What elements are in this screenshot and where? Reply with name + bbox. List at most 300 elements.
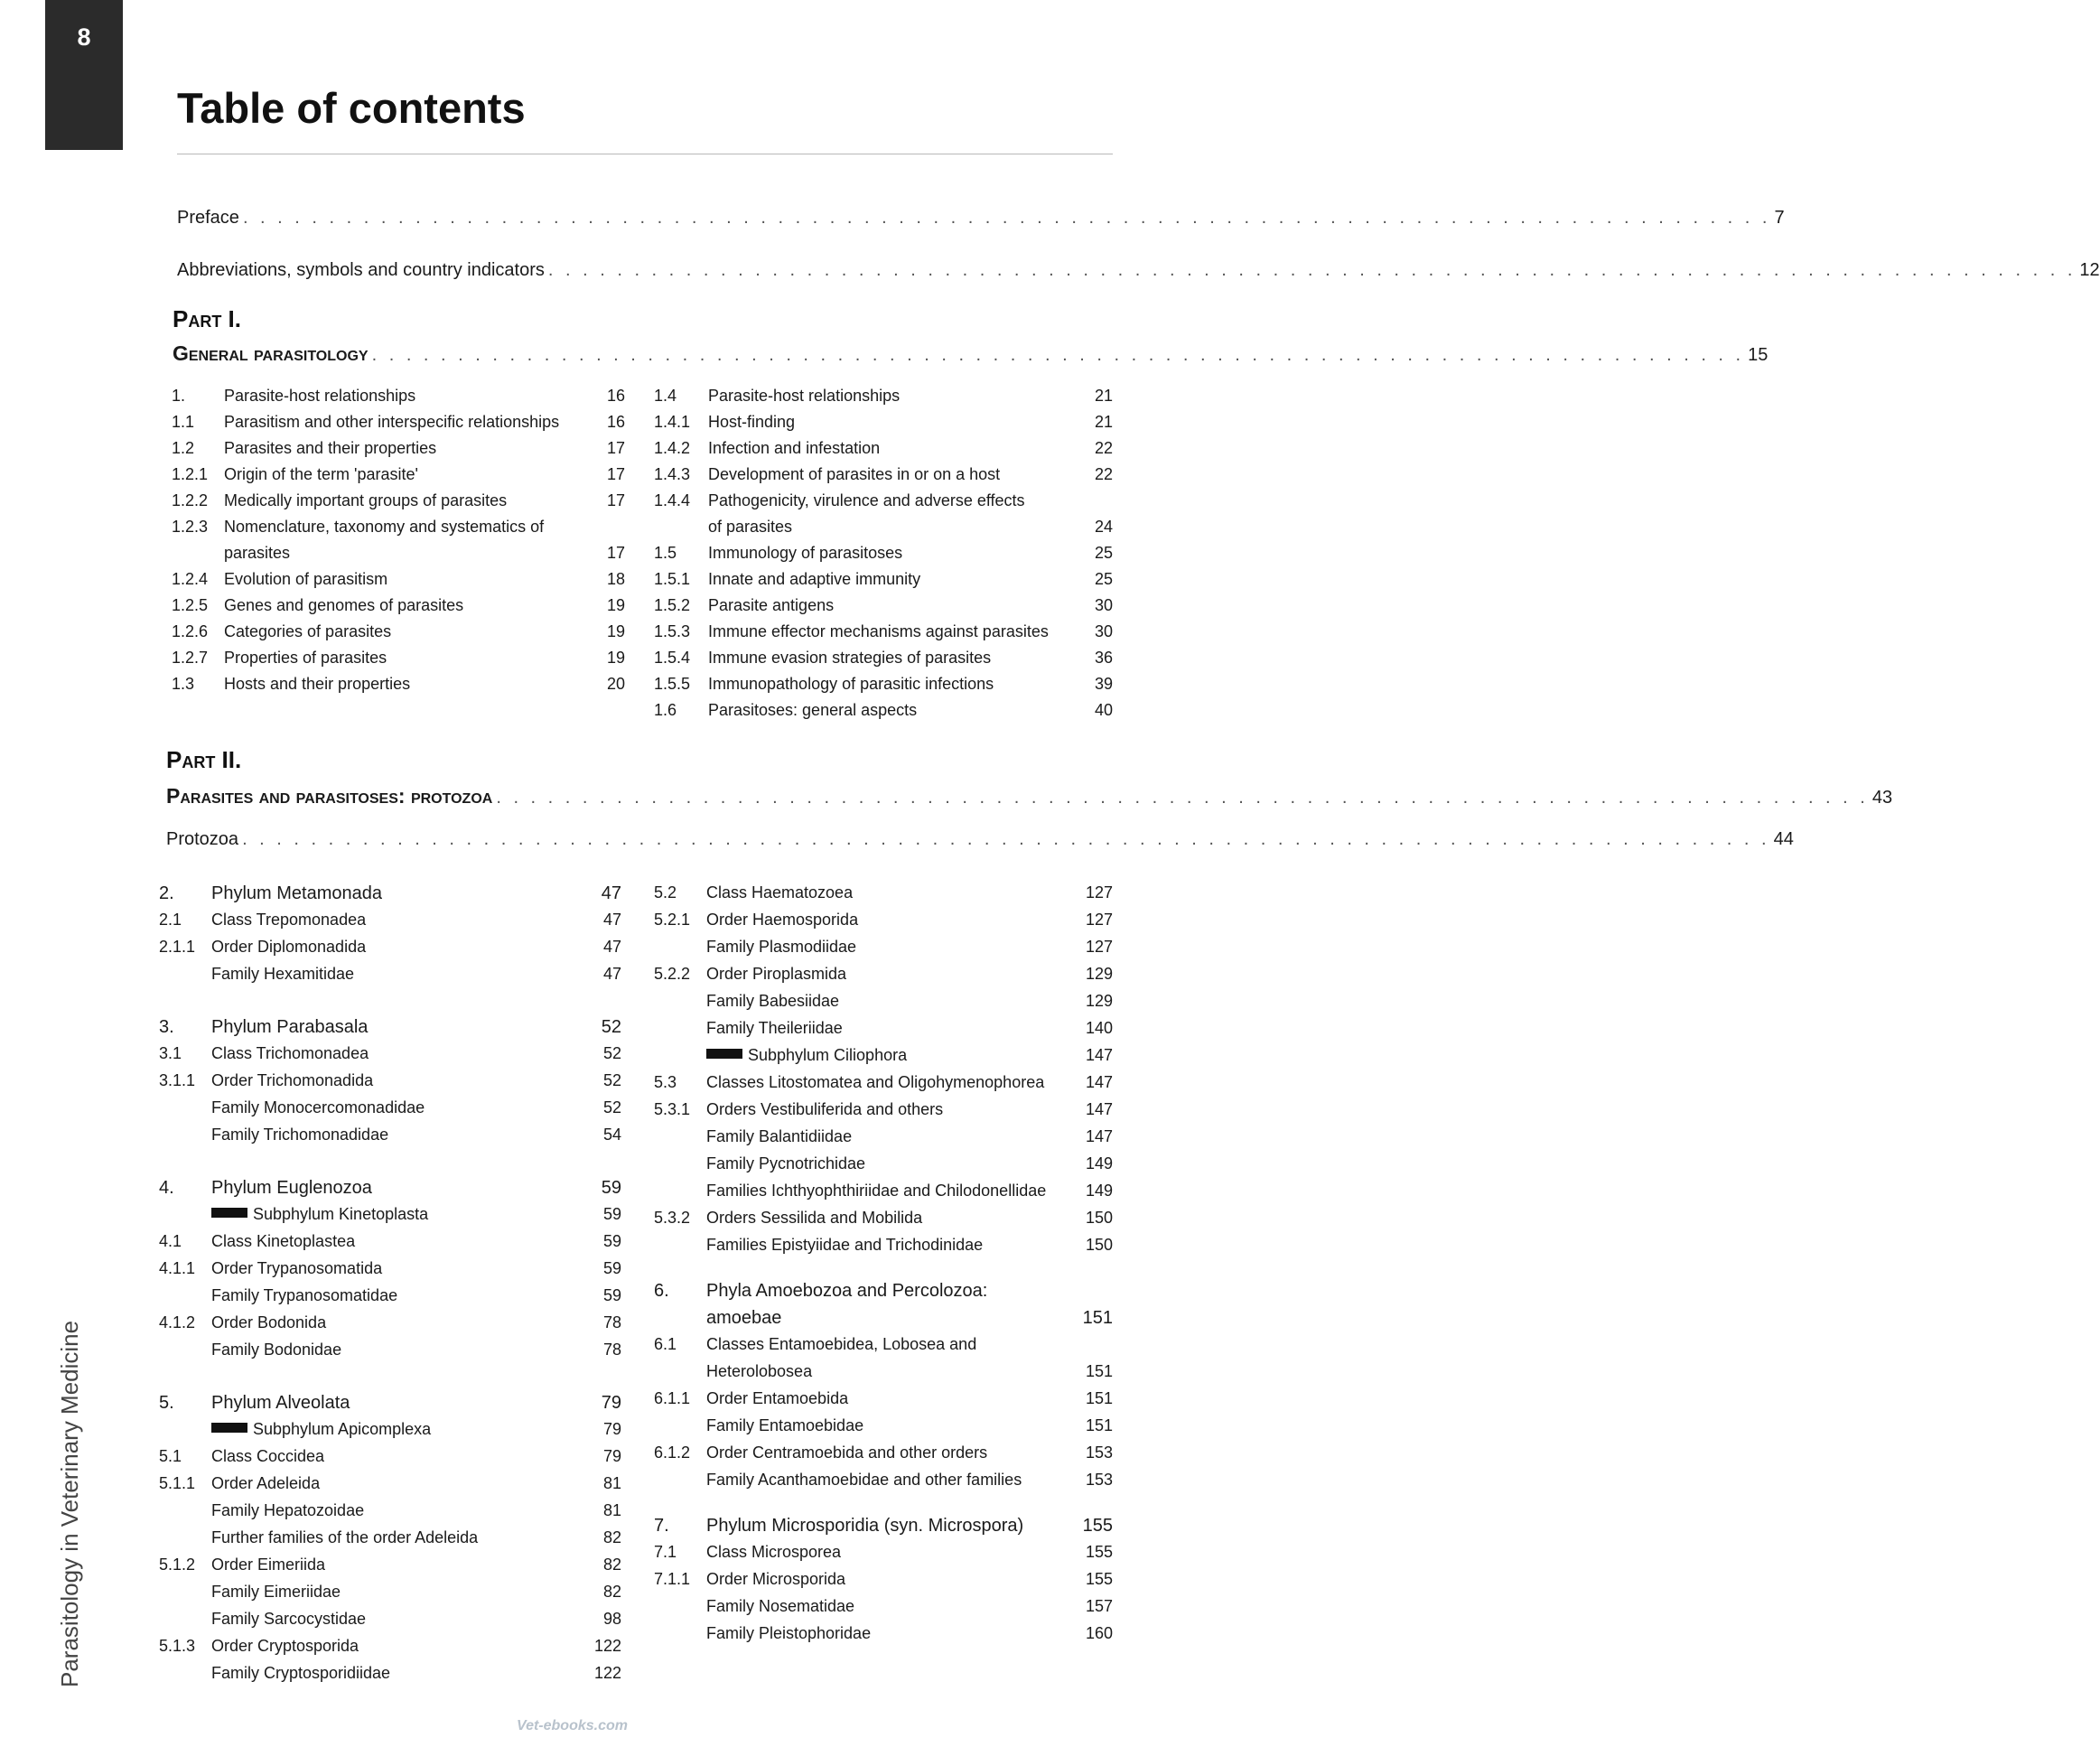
toc-entry-number: 6.1.2	[654, 1443, 691, 1462]
toc-entry-page: 157	[1085, 1597, 1113, 1615]
toc-entry-label: Class Microsporea	[706, 1543, 842, 1561]
toc-entry-number: 3.1.1	[159, 1071, 196, 1089]
toc-entry[interactable]	[172, 570, 625, 596]
toc-entry-page: 17	[606, 491, 625, 509]
toc-entry-page: 59	[601, 1178, 621, 1198]
leader-dots: . . . . . . . . . . . . . . . . . . . . . . . . . . . . . . . . . . . . . . . . . . . . . . . . . . . . . . . . . . . . . . . . . . . . . . . . . . . . . . . . . . . . . . . . .	[242, 829, 1770, 849]
toc-entry[interactable]	[172, 596, 625, 622]
toc-entry-page: 47	[602, 911, 621, 929]
toc-entry-page: 47	[601, 883, 621, 903]
toc-entry-preface[interactable]	[177, 208, 1785, 229]
toc-entry-protozoa[interactable]	[166, 829, 1794, 850]
toc-entry[interactable]	[654, 1209, 1113, 1235]
toc-entry-page: 129	[1085, 992, 1113, 1010]
toc-entry-number: 1.5.5	[654, 675, 691, 693]
toc-entry-label: Order Piroplasmida	[706, 965, 847, 983]
toc-entry[interactable]	[654, 911, 1113, 937]
toc-entry-page: 25	[1094, 544, 1113, 562]
toc-entry-page: 127	[1085, 911, 1113, 929]
toc-entry[interactable]	[172, 413, 625, 439]
toc-entry-number: 1.5	[654, 544, 677, 562]
toc-entry[interactable]	[654, 1019, 1113, 1045]
toc-entry-page: 21	[1094, 413, 1113, 431]
toc-entry[interactable]	[654, 1154, 1113, 1181]
toc-entry-page: 17	[606, 465, 625, 483]
toc-entry[interactable]	[654, 1100, 1113, 1126]
toc-entry-page: 79	[602, 1420, 621, 1438]
toc-entry-label: Order Eimeriida	[211, 1555, 326, 1574]
toc-entry-label: Family Pleistophoridae	[706, 1624, 872, 1642]
toc-entry-page: 150	[1085, 1236, 1113, 1254]
toc-entry-label: Phylum Parabasala	[211, 1017, 369, 1037]
toc-entry-label: Class Trichomonadea	[211, 1044, 369, 1062]
toc-entry-label: Categories of parasites	[224, 622, 392, 640]
toc-entry[interactable]	[654, 701, 1113, 727]
toc-entry-label: Class Coccidea	[211, 1447, 325, 1465]
toc-entry[interactable]	[654, 1182, 1113, 1208]
toc-entry-label: Parasite-host relationships	[224, 387, 416, 405]
toc-entry-label: Family Hepatozoidae	[211, 1501, 365, 1519]
toc-entry-page: 7	[1774, 208, 1785, 228]
toc-entry-label: Family Sarcocystidae	[211, 1610, 367, 1628]
toc-entry-label: Phylum Alveolata	[211, 1393, 350, 1413]
toc-entry-number: 5.1.3	[159, 1637, 196, 1655]
leader-dots: . . . . . . . . . . . . . . . . . . . . . . . . . . . . . . . . . . . . . . . . . . . . . . . . . . . . . . . . . . . . . . . . . . . . . . . . . . . . . . . . . . . . . . . . .	[547, 260, 2077, 280]
toc-entry-label: Family Theileriidae	[706, 1019, 843, 1037]
toc-entry[interactable]	[654, 491, 1113, 518]
toc-entry-page: 54	[602, 1126, 621, 1144]
toc-entry-page: 21	[1094, 387, 1113, 405]
toc-entry-part-2[interactable]	[166, 784, 1893, 808]
toc-entry-label: Order Haemosporida	[706, 911, 859, 929]
toc-entry[interactable]	[159, 1474, 621, 1500]
toc-entry-page: 22	[1094, 465, 1113, 483]
toc-entry-label: Abbreviations, symbols and country indicators	[177, 260, 545, 280]
toc-entry-page: 16	[606, 413, 625, 431]
toc-entry-label: Subphylum Kinetoplasta	[253, 1205, 429, 1223]
toc-entry[interactable]	[159, 1071, 621, 1098]
toc-entry[interactable]	[159, 911, 621, 937]
toc-entry-label: Host-finding	[708, 413, 796, 431]
toc-entry[interactable]	[172, 465, 625, 491]
part-1-label: Part I.	[173, 305, 242, 332]
toc-entry-page: 79	[602, 1447, 621, 1465]
toc-entry[interactable]	[654, 1543, 1113, 1569]
toc-entry-page: 22	[1094, 439, 1113, 457]
toc-entry-page: 18	[606, 570, 625, 588]
toc-entry-page: 36	[1094, 649, 1113, 667]
page-title: Table of contents	[177, 84, 526, 132]
subphylum-marker-bar	[706, 1049, 742, 1059]
toc-entry-number: 5.1.1	[159, 1474, 196, 1492]
toc-entry[interactable]	[654, 1236, 1113, 1262]
toc-entry[interactable]	[654, 570, 1113, 596]
toc-entry-number: 1.4.3	[654, 465, 691, 483]
toc-entry-label: Classes Litostomatea and Oligohymenophorea	[706, 1073, 1045, 1091]
toc-entry-number: 6.1	[654, 1335, 677, 1353]
toc-entry[interactable]	[172, 544, 625, 570]
toc-entry[interactable]	[159, 1178, 621, 1204]
toc-entry-number: 1.2.4	[172, 570, 209, 588]
toc-entry[interactable]	[654, 1624, 1113, 1650]
toc-entry-page: 59	[602, 1232, 621, 1250]
toc-entry-label: parasites	[224, 544, 291, 562]
toc-entry[interactable]	[654, 1443, 1113, 1470]
toc-entry[interactable]	[159, 1232, 621, 1258]
toc-entry-label: Parasite-host relationships	[708, 387, 901, 405]
toc-entry[interactable]	[654, 622, 1113, 649]
toc-entry-label: Family Balantidiidae	[706, 1127, 853, 1145]
toc-entry-page: 147	[1085, 1127, 1113, 1145]
toc-entry-page: 19	[606, 649, 625, 667]
toc-entry[interactable]	[159, 1286, 621, 1313]
toc-entry[interactable]	[654, 1127, 1113, 1154]
toc-entry-label: Family Acanthamoebidae and other families	[706, 1471, 1022, 1489]
toc-entry-label: Family Cryptosporidiidae	[211, 1664, 391, 1682]
toc-entry-number: 4.	[159, 1178, 174, 1198]
toc-entry-label: Further families of the order Adeleida	[211, 1528, 479, 1546]
toc-entry-label: Family Trypanosomatidae	[211, 1286, 398, 1304]
toc-entry-label: Order Bodonida	[211, 1313, 327, 1331]
toc-entry-number: 2.	[159, 883, 174, 903]
leader-dots: . . . . . . . . . . . . . . . . . . . . . . . . . . . . . . . . . . . . . . . . . . . . . . . . . . . . . . . . . . . . . . . . . . . . . . . . . . . . . . . .	[371, 345, 1745, 365]
toc-entry-abbreviations[interactable]	[177, 260, 2100, 281]
toc-entry-page: 16	[606, 387, 625, 405]
toc-entry-page: 30	[1094, 622, 1113, 640]
toc-entry-number: 1.2.7	[172, 649, 209, 667]
toc-entry-page: 25	[1094, 570, 1113, 588]
toc-entry-number: 1.2.1	[172, 465, 209, 483]
toc-entry-part-1[interactable]	[173, 341, 1769, 366]
toc-entry-label: Family Hexamitidae	[211, 965, 355, 983]
toc-entry-label: Parasitism and other interspecific relationships	[224, 413, 560, 431]
toc-entry-label: Heterolobosea	[706, 1362, 813, 1380]
toc-entry-page: 59	[602, 1259, 621, 1277]
toc-entry[interactable]	[654, 596, 1113, 622]
toc-entry-label: Genes and genomes of parasites	[224, 596, 464, 614]
toc-entry-label: Phyla Amoebozoa and Percolozoa:	[706, 1281, 988, 1301]
toc-entry-page: 153	[1085, 1443, 1113, 1462]
toc-entry-number: 5.2	[654, 883, 677, 902]
toc-entry-page: 147	[1085, 1100, 1113, 1118]
toc-entry-label: Phylum Euglenozoa	[211, 1178, 372, 1198]
toc-entry[interactable]	[159, 1205, 621, 1231]
toc-entry-page: 155	[1082, 1516, 1113, 1536]
toc-entry-label: Family Bodonidae	[211, 1341, 342, 1359]
toc-entry-page: 52	[602, 1071, 621, 1089]
toc-entry-number: 2.1.1	[159, 938, 196, 956]
toc-entry[interactable]	[654, 1389, 1113, 1415]
toc-entry-label: Nomenclature, taxonomy and systematics of	[224, 518, 545, 536]
toc-entry[interactable]	[159, 1044, 621, 1070]
toc-entry[interactable]	[654, 1281, 1113, 1307]
toc-entry[interactable]	[654, 938, 1113, 964]
toc-entry-label: Order Entamoebida	[706, 1389, 849, 1407]
toc-entry-page: 78	[602, 1341, 621, 1359]
toc-entry-page: 39	[1094, 675, 1113, 693]
toc-entry[interactable]	[159, 1259, 621, 1285]
toc-entry-page: 47	[602, 938, 621, 956]
toc-entry-label: Immune effector mechanisms against parasites	[708, 622, 1049, 640]
toc-entry-label: Order Microsporida	[706, 1570, 846, 1588]
toc-entry-number: 3.	[159, 1017, 174, 1037]
subphylum-marker-bar	[211, 1208, 247, 1218]
toc-entry-page: 150	[1085, 1209, 1113, 1227]
toc-entry[interactable]	[159, 1664, 621, 1690]
toc-entry[interactable]	[654, 387, 1113, 413]
toc-entry-number: 1.4.1	[654, 413, 691, 431]
toc-entry-label: Development of parasites in or on a host	[708, 465, 1001, 483]
toc-entry-label: Pathogenicity, virulence and adverse effects	[708, 491, 1025, 509]
toc-entry[interactable]	[654, 1516, 1113, 1542]
toc-entry-page: 155	[1085, 1543, 1113, 1561]
toc-entry-page: 149	[1085, 1182, 1113, 1200]
toc-entry-label: Families Epistyiidae and Trichodinidae	[706, 1236, 984, 1254]
toc-entry-page: 81	[602, 1501, 621, 1519]
toc-entry[interactable]	[159, 1637, 621, 1663]
toc-entry-label: Protozoa	[166, 829, 239, 849]
toc-entry-number: 1.2.3	[172, 518, 209, 536]
toc-entry-label: Class Trepomonadea	[211, 911, 367, 929]
toc-entry-page: 19	[606, 622, 625, 640]
part-1-title: General parasitology	[173, 341, 369, 365]
toc-entry-page: 52	[602, 1098, 621, 1116]
toc-entry[interactable]	[654, 1471, 1113, 1497]
book-side-title: Parasitology in Veterinary Medicine	[56, 1320, 83, 1687]
toc-entry-page: 147	[1085, 1073, 1113, 1091]
toc-entry-number: 7.1	[654, 1543, 677, 1561]
toc-entry-page: 24	[1094, 518, 1113, 536]
toc-entry[interactable]	[159, 1528, 621, 1555]
toc-entry-page: 78	[602, 1313, 621, 1331]
toc-entry-label: Class Kinetoplastea	[211, 1232, 356, 1250]
toc-entry-label: Families Ichthyophthiriidae and Chilodonellidae	[706, 1182, 1047, 1200]
toc-entry-page: 79	[601, 1393, 621, 1413]
toc-entry-number: 4.1	[159, 1232, 182, 1250]
toc-entry-page: 127	[1085, 883, 1113, 902]
toc-entry-label: Family Eimeriidae	[211, 1583, 341, 1601]
toc-entry[interactable]	[172, 387, 625, 413]
toc-entry-number: 7.1.1	[654, 1570, 691, 1588]
toc-entry[interactable]	[654, 1046, 1113, 1072]
toc-entry[interactable]	[654, 1308, 1113, 1334]
toc-entry-page: 129	[1085, 965, 1113, 983]
toc-entry-page: 40	[1094, 701, 1113, 719]
toc-entry-label: amoebae	[706, 1308, 782, 1328]
toc-entry-number: 5.1.2	[159, 1555, 196, 1574]
toc-entry-label: Properties of parasites	[224, 649, 387, 667]
toc-entry-page: 98	[602, 1610, 621, 1628]
toc-entry[interactable]	[159, 1610, 621, 1636]
toc-entry[interactable]	[159, 1420, 621, 1446]
toc-entry[interactable]	[654, 965, 1113, 991]
toc-entry-label: Evolution of parasitism	[224, 570, 388, 588]
toc-entry[interactable]	[172, 439, 625, 465]
toc-entry-page: 81	[602, 1474, 621, 1492]
toc-entry-label: Order Adeleida	[211, 1474, 321, 1492]
toc-entry[interactable]	[654, 1362, 1113, 1388]
page-number-tab	[45, 0, 123, 150]
toc-entry-number: 1.	[172, 387, 186, 405]
toc-entry-page: 82	[602, 1555, 621, 1574]
toc-entry-number: 6.	[654, 1281, 669, 1301]
toc-entry-label: Preface	[177, 208, 239, 228]
toc-entry[interactable]	[654, 1570, 1113, 1596]
toc-entry-label: Origin of the term 'parasite'	[224, 465, 418, 483]
toc-entry[interactable]	[172, 491, 625, 518]
toc-entry[interactable]	[172, 518, 625, 544]
toc-entry-label: Family Entamoebidae	[706, 1416, 864, 1434]
toc-entry-label: Immunology of parasitoses	[708, 544, 903, 562]
toc-entry-page: 151	[1082, 1308, 1113, 1328]
toc-entry-label: Order Cryptosporida	[211, 1637, 359, 1655]
toc-entry-label: Class Haematozoea	[706, 883, 854, 902]
toc-entry-page: 52	[602, 1044, 621, 1062]
toc-entry-number: 1.2.6	[172, 622, 209, 640]
toc-entry-label: Family Plasmodiidae	[706, 938, 857, 956]
toc-entry-number: 1.2.5	[172, 596, 209, 614]
toc-entry[interactable]	[654, 883, 1113, 910]
toc-entry[interactable]	[159, 1583, 621, 1609]
toc-entry-label: Order Diplomonadida	[211, 938, 367, 956]
toc-entry-label: Subphylum Ciliophora	[748, 1046, 908, 1064]
toc-entry-label: Order Centramoebida and other orders	[706, 1443, 988, 1462]
toc-entry[interactable]	[654, 675, 1113, 701]
page-number: 8	[77, 23, 91, 51]
toc-entry[interactable]	[159, 1501, 621, 1527]
toc-entry-label: Medically important groups of parasites	[224, 491, 508, 509]
toc-entry-label: Phylum Microsporidia (syn. Microspora)	[706, 1516, 1024, 1536]
toc-entry-page: 30	[1094, 596, 1113, 614]
toc-entry-label: Family Babesiidae	[706, 992, 840, 1010]
toc-entry-number: 1.5.2	[654, 596, 691, 614]
toc-entry-page: 59	[602, 1205, 621, 1223]
toc-entry-label: Family Nosematidae	[706, 1597, 855, 1615]
leader-dots: . . . . . . . . . . . . . . . . . . . . . . . . . . . . . . . . . . . . . . . . . . . . . . . . . . . . . . . . . . . . . . . . . . . . . . . . . . . . . . . . . . . . . . . . .	[242, 208, 1771, 228]
toc-entry-page: 47	[602, 965, 621, 983]
toc-entry-number: 5.3	[654, 1073, 677, 1091]
toc-entry[interactable]	[159, 1447, 621, 1473]
toc-entry-number: 1.4	[654, 387, 677, 405]
toc-entry-label: Family Pycnotrichidae	[706, 1154, 866, 1172]
toc-entry[interactable]	[159, 1017, 621, 1043]
toc-entry-label: Order Trichomonadida	[211, 1071, 374, 1089]
toc-entry-number: 2.1	[159, 911, 182, 929]
toc-entry-page: 122	[593, 1637, 621, 1655]
toc-entry[interactable]	[654, 1416, 1113, 1443]
toc-entry-number: 5.2.1	[654, 911, 691, 929]
toc-entry-label: Innate and adaptive immunity	[708, 570, 921, 588]
toc-entry[interactable]	[654, 1073, 1113, 1099]
toc-entry-number: 3.1	[159, 1044, 182, 1062]
toc-entry-label: Classes Entamoebidea, Lobosea and	[706, 1335, 977, 1353]
toc-entry-number: 1.2	[172, 439, 195, 457]
toc-entry-page: 149	[1085, 1154, 1113, 1172]
toc-entry-number: 4.1.1	[159, 1259, 196, 1277]
toc-entry[interactable]	[172, 622, 625, 649]
toc-entry-number: 5.3.2	[654, 1209, 691, 1227]
toc-entry-page: 19	[606, 596, 625, 614]
toc-entry-label: Parasite antigens	[708, 596, 835, 614]
toc-entry[interactable]	[159, 1555, 621, 1582]
toc-entry[interactable]	[172, 649, 625, 675]
toc-entry-page: 17	[606, 544, 625, 562]
toc-entry-number: 1.1	[172, 413, 195, 431]
toc-entry[interactable]	[654, 992, 1113, 1018]
toc-entry[interactable]	[654, 465, 1113, 491]
toc-entry-page: 52	[601, 1017, 621, 1037]
toc-entry[interactable]	[654, 1597, 1113, 1623]
toc-entry[interactable]	[654, 439, 1113, 465]
toc-entry-page: 17	[606, 439, 625, 457]
toc-entry-label: Infection and infestation	[708, 439, 881, 457]
toc-entry-number: 5.3.1	[654, 1100, 691, 1118]
toc-entry[interactable]	[159, 938, 621, 964]
part-2-label: Part II.	[166, 746, 242, 773]
toc-entry-number: 1.2.2	[172, 491, 209, 509]
toc-entry-page: 127	[1085, 938, 1113, 956]
toc-entry-number: 4.1.2	[159, 1313, 196, 1331]
toc-entry-number: 1.5.3	[654, 622, 691, 640]
toc-entry-page: 147	[1085, 1046, 1113, 1064]
toc-entry-label: Family Trichomonadidae	[211, 1126, 389, 1144]
leader-dots: . . . . . . . . . . . . . . . . . . . . . . . . . . . . . . . . . . . . . . . . . . . . . . . . . . . . . . . . . . . . . . . . . . . . . . . . . . . . . . . .	[496, 788, 1869, 808]
toc-entry-page: 153	[1085, 1471, 1113, 1489]
toc-entry-page: 44	[1773, 829, 1794, 849]
toc-entry-page: 155	[1085, 1570, 1113, 1588]
toc-entry-page: 43	[1871, 788, 1893, 808]
toc-entry[interactable]	[159, 883, 621, 910]
toc-entry-label: Phylum Metamonada	[211, 883, 382, 903]
toc-entry-page: 15	[1748, 345, 1769, 365]
toc-entry-page: 122	[593, 1664, 621, 1682]
toc-entry-page: 151	[1085, 1389, 1113, 1407]
subphylum-marker-bar	[211, 1423, 247, 1433]
toc-entry-number: 6.1.1	[654, 1389, 691, 1407]
toc-entry-label: Subphylum Apicomplexa	[253, 1420, 432, 1438]
toc-entry-label: of parasites	[708, 518, 793, 536]
toc-entry-number: 5.2.2	[654, 965, 691, 983]
toc-entry-page: 151	[1085, 1416, 1113, 1434]
toc-entry-label: Immunopathology of parasitic infections	[708, 675, 994, 693]
toc-entry[interactable]	[159, 1341, 621, 1367]
toc-entry-number: 1.4.4	[654, 491, 691, 509]
toc-entry[interactable]	[654, 518, 1113, 544]
toc-entry-label: Hosts and their properties	[224, 675, 411, 693]
toc-entry-label: Family Monocercomonadidae	[211, 1098, 425, 1116]
toc-entry[interactable]	[654, 544, 1113, 570]
toc-entry-number: 1.5.1	[654, 570, 691, 588]
toc-entry[interactable]	[159, 1313, 621, 1340]
toc-entry[interactable]	[159, 1098, 621, 1125]
toc-entry[interactable]	[654, 413, 1113, 439]
part-2-title: Parasites and parasitoses: protozoa	[166, 784, 493, 808]
toc-entry[interactable]	[172, 675, 625, 701]
toc-entry-label: Orders Sessilida and Mobilida	[706, 1209, 923, 1227]
toc-entry[interactable]	[654, 649, 1113, 675]
toc-entry[interactable]	[159, 965, 621, 991]
toc-entry[interactable]	[654, 1335, 1113, 1361]
toc-entry-number: 5.1	[159, 1447, 182, 1465]
toc-entry-page: 160	[1085, 1624, 1113, 1642]
toc-entry-number: 5.	[159, 1393, 174, 1413]
toc-entry-page: 59	[602, 1286, 621, 1304]
toc-entry-number: 1.4.2	[654, 439, 691, 457]
toc-entry-number: 1.5.4	[654, 649, 691, 667]
toc-entry[interactable]	[159, 1393, 621, 1419]
toc-entry[interactable]	[159, 1126, 621, 1152]
toc-entry-number: 1.6	[654, 701, 677, 719]
